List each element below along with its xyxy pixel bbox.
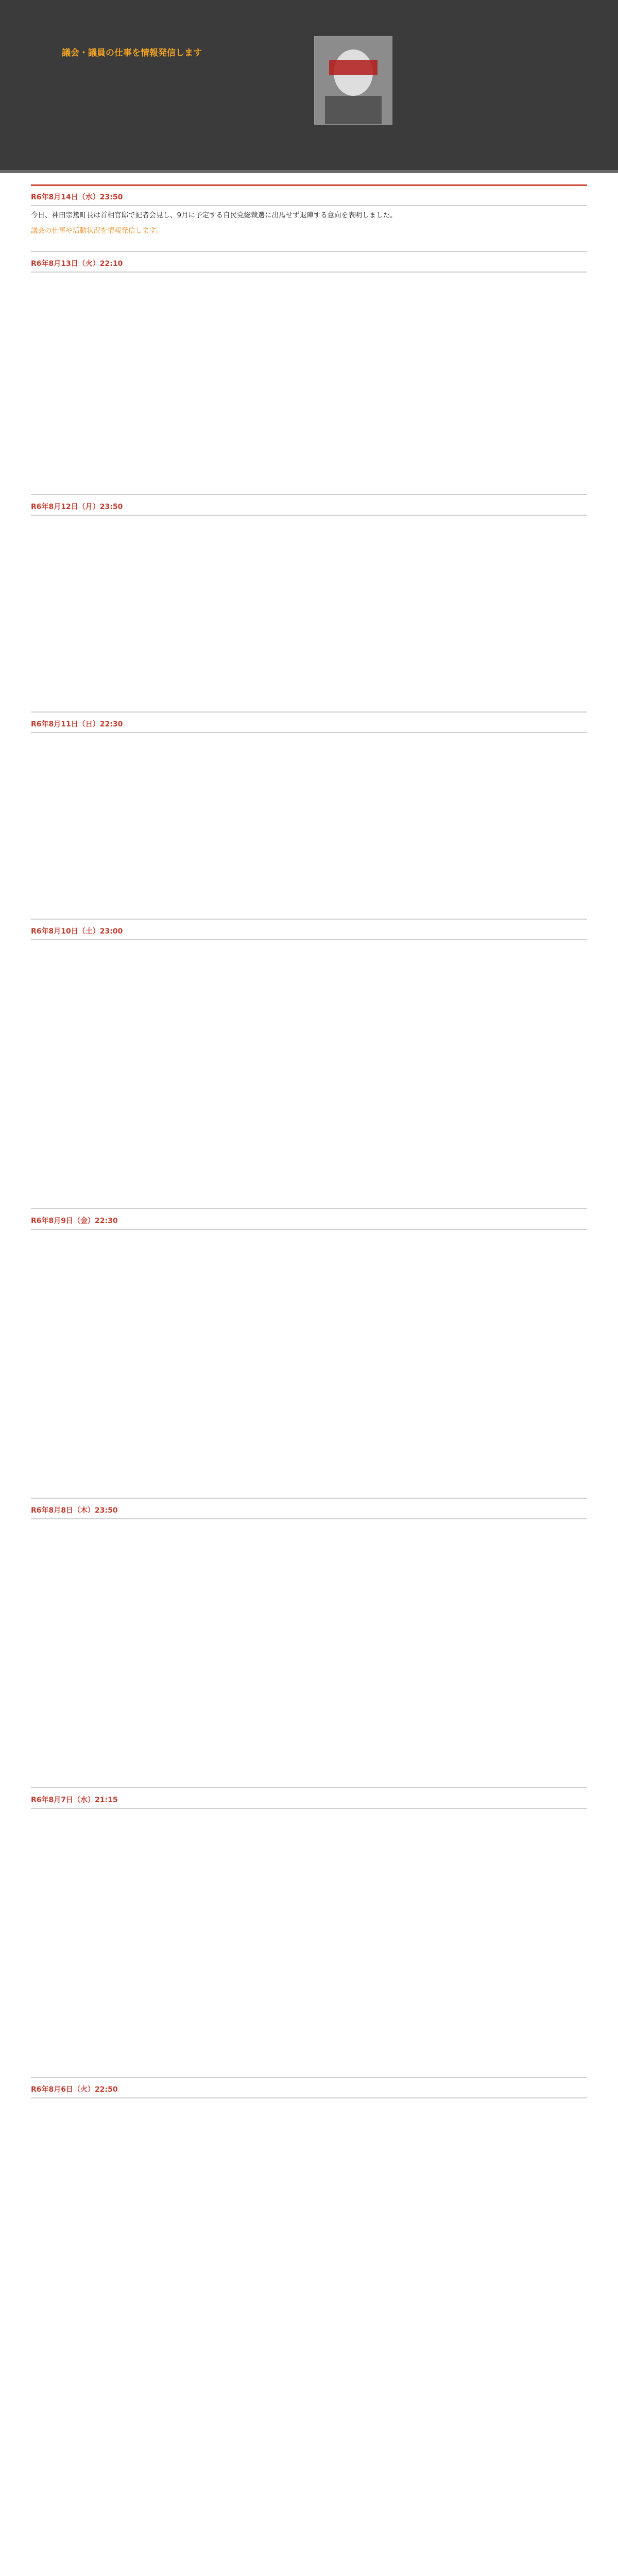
post-date: R6年8月13日（火）22:10 (31, 258, 587, 273)
post-date: R6年8月12日（月）23:50 (31, 501, 587, 516)
blog-post (31, 1787, 587, 1809)
blog-post (31, 1498, 587, 1519)
site-title[interactable]: 議会・議員の仕事を情報発信します (62, 48, 202, 58)
blog-post (31, 251, 587, 273)
blog-post (31, 919, 587, 940)
post-date: R6年8月11日（日）22:30 (31, 719, 587, 733)
blog-post (31, 2077, 587, 2098)
post-date: R6年8月14日（水）23:50 (31, 192, 587, 206)
site-header (0, 0, 618, 173)
blog-post (31, 185, 587, 236)
post-date: R6年8月8日（木）23:50 (31, 1505, 587, 1519)
post-date: R6年8月7日（水）21:15 (31, 1794, 587, 1809)
post-date: R6年8月6日（火）22:50 (31, 2084, 587, 2098)
post-date: R6年8月9日（金）22:30 (31, 1215, 587, 1230)
blog-post (31, 494, 587, 516)
post-date: R6年8月10日（土）23:00 (31, 926, 587, 940)
blog-post (31, 1208, 587, 1230)
blog-post (31, 711, 587, 733)
blog-content (31, 185, 587, 2576)
header-photo (314, 36, 392, 125)
post-lead: 今日、神田宗篤町長は首相官邸で記者会見し、9月に予定する自民党総裁選に出馬せず退陣する意向を表明しました。 (31, 211, 397, 219)
post-link[interactable]: 議会の仕事や活動状況を情報発信します。 (31, 226, 163, 235)
